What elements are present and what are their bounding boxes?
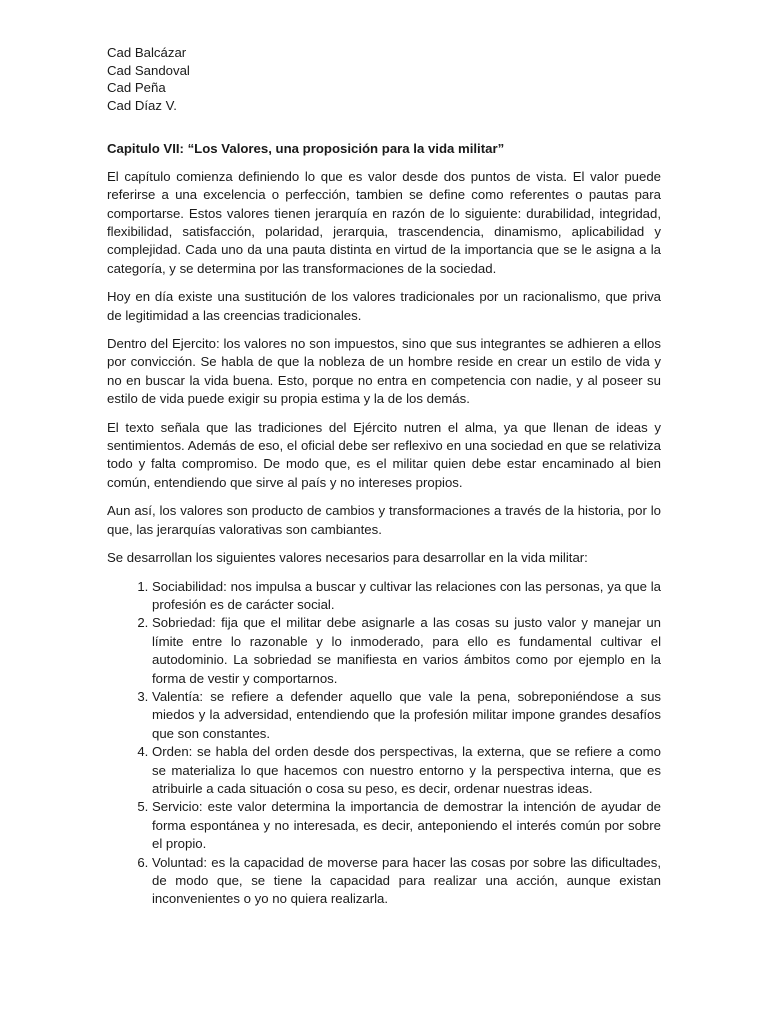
values-list — [107, 578, 661, 909]
author-list — [107, 44, 661, 114]
list-item: 5. Servicio: este valor determina la importancia de demostrar la intención de ayudar de forma espontánea y no interesada, es decir, anteponiendo el interés común por sobre el propio. — [152, 798, 661, 853]
chapter-title: Capitulo VII: “Los Valores, una proposición para la vida militar” — [107, 141, 505, 157]
list-item: 2. Sobriedad: fija que el militar debe asignarle a las cosas su justo valor y manejar un límite entre lo razonable y lo inmoderado, para ello es fundamental cultivar el autodominio. La sobriedad se manifiesta en varios ámbitos como por ejemplo en la forma de vestir y comportarnos. — [152, 614, 661, 688]
document-page — [107, 44, 661, 909]
author-name: Cad Peña — [107, 80, 166, 96]
list-item: 3. Valentía: se refiere a defender aquello que vale la pena, sobreponiéndose a sus miedos y la adversidad, entendiendo que la profesión militar impone grandes desafíos que son constantes. — [152, 688, 661, 743]
paragraph: Hoy en día existe una sustitución de los valores tradicionales por un racionalismo, que priva de legitimidad a las creencias tradicionales. — [107, 289, 661, 323]
list-item: 6. Voluntad: es la capacidad de moverse para hacer las cosas por sobre las dificultades, de modo que, se tiene la capacidad para realizar una acción, aunque existan inconvenientes o yo no quiera realizarla. — [152, 854, 661, 909]
list-item: 4. Orden: se habla del orden desde dos perspectivas, la externa, que se refiere a como se materializa lo que hacemos con nuestro entorno y la perspectiva interna, que es atribuirle a cada situación o cosa su peso, es decir, ordenar nuestras ideas. — [152, 743, 661, 798]
author-name: Cad Balcázar — [107, 45, 187, 60]
paragraph: El texto señala que las tradiciones del Ejército nutren el alma, ya que llenan de ideas y sentimientos. Además de eso, el oficial debe ser reflexivo en una sociedad en que se relativiza todo y falta compromiso. De modo que, es el militar quien debe estar encaminado al bien común, entendiendo que sirve al país y no intereses propios. — [107, 419, 661, 490]
paragraph: Se desarrollan los siguientes valores necesarios para desarrollar en la vida militar: — [107, 550, 588, 566]
paragraph: Dentro del Ejercito: los valores no son impuestos, sino que sus integrantes se adhieren a ellos por convicción. Se habla de que la nobleza de un hombre reside en crear un estilo de vida y no en buscar la vida buena. Esto, porque no entra en competencia con nadie, y al poseer su estilo de vida puede exigir su propia estima y la de los demás. — [107, 336, 661, 407]
paragraph: El capítulo comienza definiendo lo que es valor desde dos puntos de vista. El valor puede referirse a una excelencia o perfección, tambien se define como referentes o pautas para comportarse. Estos valores tienen jerarquía en razón de lo siguiente: durabilidad, integridad, flexibilidad, satisfacción, polaridad, jerarquia, trascendencia, dinamismo, aplicabilidad y complejidad. Cada uno da una pauta distinta en virtud de la importancia que se le asigna a la categoría, y se determina por las transformaciones de la sociedad. — [107, 168, 661, 276]
paragraph: Aun así, los valores son producto de cambios y transformaciones a través de la historia, por lo que, las jerarquías valorativas son cambiantes. — [107, 503, 661, 537]
list-item: 1. Sociabilidad: nos impulsa a buscar y cultivar las relaciones con las personas, ya que la profesión es de carácter social. — [152, 578, 661, 615]
author-name: Cad Sandoval — [107, 62, 190, 78]
author-name: Cad Díaz V. — [107, 97, 177, 113]
